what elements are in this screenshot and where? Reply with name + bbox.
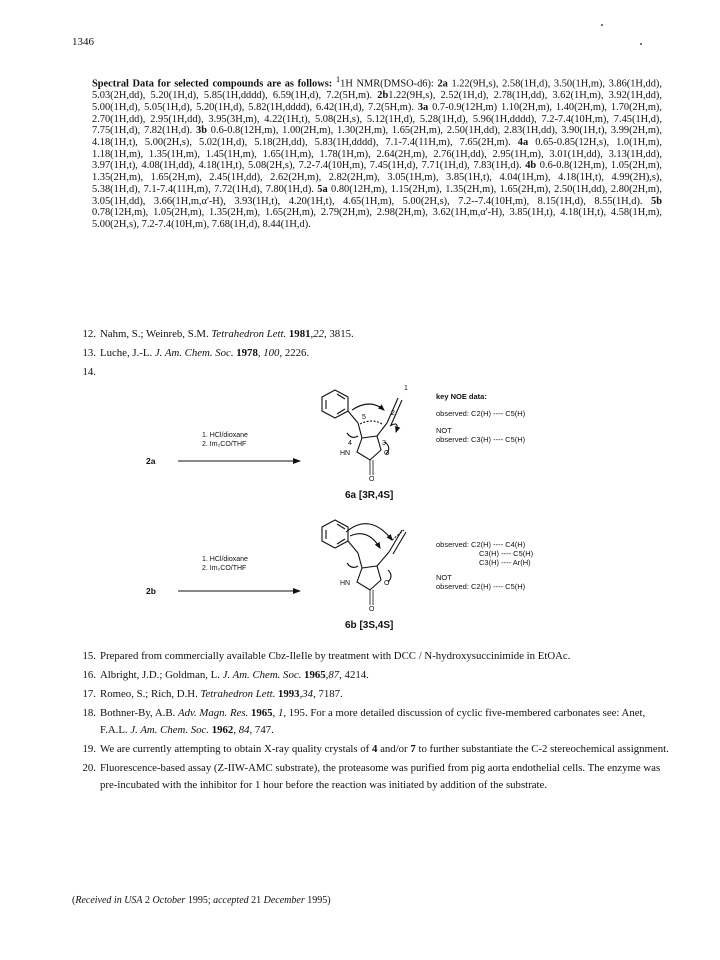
reference-item: [72, 648, 672, 665]
starting-material-label: 2a: [146, 456, 156, 466]
noe-observed-label: observed:: [436, 540, 469, 549]
reference-text: Prepared from commercially available Cbz-IleIle by treatment with DCC / N-hydroxysuccinimide in EtOAc.: [100, 650, 571, 662]
atom-label: HN: [340, 580, 351, 587]
reference-item: 13 . Luche, J.-L. J. Am. Chem. Soc. 1978, 100, 2226.: [72, 347, 672, 360]
reference-volume: 22: [313, 328, 324, 340]
reference-journal: J. Am. Chem. Soc.: [222, 669, 302, 681]
spectral-entry: 0.65-0.85(12H,s), 1.0(1H,m), 1.18(1H,m), 1.35(1H,m), 1.45(1H,m), 1.65(1H,m), 1.78(1H,m), 2.64(2H,m), 2.76(1H,dd), 2.95(1H,m), 3.01(1H,dd), 3.13(1H,dd), 3.97(1H,t), 4.08(1H,dd), 4.18(1H,t), 5.08(2H,s), 7.2-7.4(10H,m), 7.45(1H,d), 7.71(1H,d), 7.83(1H,d).: [92, 136, 662, 172]
reference-number: 16 .: [72, 667, 96, 684]
reference-volume: 34: [302, 688, 314, 700]
reference-pages: , 2226.: [279, 347, 310, 359]
nmr-solvent: 1H NMR(DMSO-d6):: [340, 78, 438, 90]
atom-label: 5: [362, 414, 366, 421]
spectral-data-paragraph: Spectral Data for selected compounds are as follows: $^1$1H NMR(DMSO-d6): 2a 1.22(9H,s), 2.58(1H,d), 3.50(1H,m), 3.86(1H,dd), 5.03(2H,dd), 5.20(1H,d), 5.85(1H,dddd), 6.59(1H,d), 7.2(5H,m). 2b1.22(9H,s), 2.52(1H,d), 2.78(1H,dd), 3.62(1H,m), 3.92(1H,dd), 5.00(1H,d), 5.05(1H,d), 5.20(1H,d), 5.82(1H,dddd), 6.42(1H,d), 7.2(5H,m). 3a 0.7-0.9(12H,m) 1.10(2H,m), 1.40(2H,m), 1.70(2H,m), 2.70(1H,dd), 2.95(1H,dd), 3.95(3H,m), 4.22(1H,t), 5.08(2H,s), 5.12(1H,d), 5.28(1H,d), 5.96(1H,dddd), 7.2-7.4(10H,m), 7.45(1H,d), 7.75(1H,d), 7.82(1H,d). 3b 0.6-0.8(12H,m), 1.00(2H,m), 1.30(2H,m), 1.65(2H,m), 2.50(1H,dd), 2.83(1H,dd), 3.90(1H,t), 3.99(2H,m), 4.18(1H,t), 5.00(2H,s), 5.02(1H,d), 5.18(2H,dd), 5.83(1H,dddd), 7.1-7.4(11H,m), 7.65(2H,m). 4a 0.65-0.85(12H,s), 1.0(1H,m), 1.18(1H,m), 1.35(1H,m), 1.45(1H,m), 1.65(1H,m), 1.78(1H,m), 2.64(2H,m), 2.76(1H,dd), 2.95(1H,m), 3.01(1H,dd), 3.13(1H,dd), 3.97(1H,t), 4.08(1H,dd), 4.18(1H,t), 5.08(2H,s), 7.2-7.4(10H,m), 7.45(1H,d), 7.71(1H,d), 7.83(1H,d). 4b 0.6-0.8(12H,m), 1.05(2H,m), 1.35(2H,m), 1.65(2H,m), 2.45(1H,dd), 2.62(2H,m), 2.82(2H,m), 3.05(1H,m), 3.85(1H,t), 4.04(1H,m), 4.18(1H,t), 4.99(2H),s), 5.38(1H,d), 7.1-7.4(11H,m), 7.72(1H,d), 7.80(1H,d). 5a 0.80(12H,m), 1.15(2H,m), 1.35(2H,m), 1.65(2H,m), 2.50(1H,dd), 2.80(2H,m), 3.05(1H,dd), 3.66(1H,m,α'-H), 3.93(1H,t), 4.20(1H,t), 4.65(1H,m), 5.00(2H,s), 7.2--7.4(10H,m), 8.15(1H,d), 8.55(1H,d). 5b 0.78(12H,m), 1.05(2H,m), 1.35(2H,m), 1.65(2H,m), 2.79(2H,m), 2.98(2H,m), 3.62(1H,m,α'-H), 3.85(1H,t), 4.18(1H,t), 4.58(1H,m), 5.00(2H,s), 7.2-7.4(10H,m), 7.68(1H,d), 8.44(1H,d).: [92, 74, 662, 230]
reference-pages: , 747.: [249, 724, 274, 736]
spectral-entry: 1.22(9H,s), 2.58(1H,d), 3.50(1H,m), 3.86(1H,dd), 5.03(2H,dd), 5.20(1H,d), 5.85(1H,dddd), 6.59(1H,d), 7.2(5H,m).: [92, 78, 662, 102]
reagent-step-1: 1. HCl/dioxane: [202, 432, 248, 439]
reference-volume: 100: [263, 347, 280, 359]
compound-id: 3a: [417, 101, 429, 113]
noe-not-label: NOT: [436, 426, 452, 435]
reference-journal: J. Am. Chem. Soc.: [154, 347, 234, 359]
molecule-6b: [322, 520, 406, 605]
atom-label: 1: [404, 385, 408, 392]
reference-pages: , 3815.: [324, 328, 354, 340]
received-note: (Received in USA 2 October 1995; accepted 21 December 1995): [72, 895, 331, 906]
spectral-entry: 0.80(12H,m), 1.15(2H,m), 1.35(2H,m), 1.65(2H,m), 2.50(1H,dd), 2.80(2H,m), 3.05(1H,dd), 3.66(1H,m,α'-H), 3.93(1H,t), 4.20(1H,t), 4.65(1H,m), 5.00(2H,s), 7.2--7.4(10H,m), 8.15(1H,d), 8.55(1H,d).: [92, 183, 662, 207]
accepted-month: December: [263, 895, 305, 906]
spectral-entry: 0.78(12H,m), 1.05(2H,m), 1.35(2H,m), 1.65(2H,m), 2.79(2H,m), 2.98(2H,m), 3.62(1H,m,α'-H), 3.85(1H,t), 4.18(1H,t), 4.58(1H,m), 5.00(2H,s), 7.2-7.4(10H,m), 7.68(1H,d), 8.44(1H,d).: [92, 207, 662, 230]
reference-text: Fluorescence-based assay (Z-IIW-AMC substrate), the proteasome was purified from pig aorta endothelial cells. The enzyme was pre-incubated with the inhibitor for 1 hour before the reaction was initiated by addition of the substrate.: [100, 762, 661, 791]
reference-year: 1978: [236, 347, 258, 359]
reference-item: 17 . Romeo, S.; Rich, D.H. Tetrahedron Lett. 1993,34, 7187.: [72, 686, 672, 703]
reference-authors: Bothner-By, A.B.: [100, 707, 178, 719]
reference-number: 13 .: [72, 347, 96, 360]
noe-not-observed: observed: C3(H) ---- C5(H): [436, 435, 526, 444]
reagent-step-2: 2. Im₂CO/THF: [202, 441, 247, 448]
reference-number: 19 .: [72, 741, 96, 758]
spectral-entry: 0.6-0.8(12H,m), 1.00(2H,m), 1.30(2H,m), 1.65(2H,m), 2.50(1H,dd), 2.83(1H,dd), 3.90(1H,t), 3.99(2H,m), 4.18(1H,t), 5.00(2H,s), 5.02(1H,d), 5.18(2H,dd), 5.83(1H,dddd), 7.1-7.4(11H,m), 7.65(2H,m).: [92, 125, 662, 148]
spectral-entry: 0.7-0.9(12H,m) 1.10(2H,m), 1.40(2H,m), 1.70(2H,m), 2.70(1H,dd), 2.95(1H,dd), 3.95(3H,m), 4.22(1H,t), 5.08(2H,s), 5.12(1H,d), 5.28(1H,d), 5.96(1H,dddd), 7.2-7.4(10H,m), 7.45(1H,d), 7.75(1H,d), 7.82(1H,d).: [92, 101, 662, 137]
compound-ref: 7: [410, 743, 416, 755]
reference-journal: Adv. Magn. Res.: [177, 707, 249, 719]
reference-number: 17 .: [72, 686, 96, 703]
reference-item: 12 . Nahm, S.; Weinreb, S.M. Tetrahedron Lett. 1981,22, 3815.: [72, 328, 672, 341]
references-bottom: [72, 648, 672, 796]
atom-label: O: [369, 476, 375, 483]
noe-observed: C3(H) ---- C5(H): [479, 549, 534, 558]
spectral-intro: Spectral Data for selected compounds are as follows:: [92, 78, 336, 90]
spectral-entry: 1.22(9H,s), 2.52(1H,d), 2.78(1H,dd), 3.62(1H,m), 3.92(1H,dd), 5.00(1H,d), 5.05(1H,d), 5.20(1H,d), 5.82(1H,dddd), 6.42(1H,d), 7.2(5H,m).: [92, 90, 662, 113]
reference-text: and/or: [377, 743, 411, 755]
atom-label: 3: [382, 440, 386, 447]
reagent-step-2: 2. Im₂CO/THF: [202, 565, 247, 572]
noe-observed: C3(H) ---- Ar(H): [479, 558, 531, 567]
compound-id: 4b: [525, 160, 537, 172]
reference-volume: 84: [238, 724, 250, 736]
reference-text: to further substantiate the C-2 stereochemical assignment.: [415, 743, 669, 755]
reference-authors: Albright, J.D.; Goldman, L.: [100, 669, 223, 681]
scan-speck: [601, 24, 603, 26]
atom-label: O: [369, 606, 375, 613]
noe-not-label: NOT: [436, 573, 452, 582]
reference-authors: Nahm, S.; Weinreb, S.M.: [100, 328, 212, 340]
reference-journal: J. Am. Chem. Soc.: [130, 724, 210, 736]
received-month: October: [152, 895, 186, 906]
noe-data-6a: [436, 392, 525, 444]
reference-year: 1962: [211, 724, 234, 736]
compound-id: 2b: [377, 90, 389, 102]
noe-observed: C2(H) ---- C5(H): [471, 409, 526, 418]
noe-observed: C2(H) ---- C4(H): [471, 540, 526, 549]
atom-label: 4: [348, 440, 352, 447]
reference-volume: 87: [328, 669, 340, 681]
reagent-step-1: 1. HCl/dioxane: [202, 556, 248, 563]
starting-material-label: 2b: [146, 586, 156, 596]
molecule-6a: [322, 390, 402, 475]
spectral-entry: 0.6-0.8(12H,m), 1.05(2H,m), 1.35(2H,m), 1.65(2H,m), 2.45(1H,dd), 2.62(2H,m), 2.82(2H,m), 3.05(1H,m), 3.85(1H,t), 4.04(1H,m), 4.18(1H,t), 4.99(2H),s), 5.38(1H,d), 7.1-7.4(11H,m), 7.72(1H,d), 7.80(1H,d).: [92, 160, 662, 195]
compound-id: 2a: [437, 78, 448, 90]
reference-text: We are currently attempting to obtain X-ray quality crystals of: [100, 743, 372, 755]
noe-header: key NOE data:: [436, 392, 487, 401]
atom-label: O: [384, 450, 390, 457]
compound-id: 3b: [196, 125, 207, 137]
reference-year: 1965: [304, 669, 326, 681]
noe-observed-label: observed:: [436, 409, 469, 418]
noe-not-observed: observed: C2(H) ---- C5(H): [436, 582, 526, 591]
reference-number: 20 .: [72, 760, 96, 777]
reference-item: 16 . Albright, J.D.; Goldman, L. J. Am. Chem. Soc. 1965,87, 4214.: [72, 667, 672, 684]
received-label: Received in USA: [75, 895, 143, 906]
reference-journal: Tetrahedron Lett.: [200, 688, 276, 700]
reference-volume: 1: [277, 707, 284, 719]
reference-pages: , 4214.: [339, 669, 369, 681]
product-label: 6a [3R,4S]: [345, 490, 394, 501]
reference-authors: Romeo, S.; Rich, D.H.: [100, 688, 201, 700]
scan-speck: [640, 43, 642, 45]
atom-label: 2: [391, 410, 395, 417]
reference-number: 18 .: [72, 705, 96, 722]
reference-year: 1993: [277, 688, 300, 700]
page-number: 1346: [72, 36, 94, 48]
compound-id: 5b: [651, 195, 662, 207]
references-top: [72, 328, 672, 378]
compound-id: 5a: [317, 183, 328, 195]
product-label: 6b [3S,4S]: [345, 620, 394, 631]
noe-data-6b: [436, 540, 533, 591]
reference-authors: Luche, J.-L.: [100, 347, 155, 359]
reference-item: 18 . Bothner-By, A.B. Adv. Magn. Res. 1965, 1, 195. For a more detailed discussion of cyclic five-membered carbonates see: Anet, F.A.L. J. Am. Chem. Soc. 1962, 84, 747.: [72, 705, 672, 739]
reference-text: , 195. For a more detailed discussion of cyclic five-membered carbonates see: Anet, F.A.L.: [100, 707, 646, 736]
reference-journal: Tetrahedron Lett.: [211, 328, 287, 340]
reference-year: 1981: [288, 328, 311, 340]
reference-number: 15 .: [72, 648, 96, 665]
reference-item: [72, 741, 672, 758]
reference-pages: , 7187.: [313, 688, 343, 700]
accepted-label: accepted: [213, 895, 249, 906]
atom-label: O: [384, 580, 390, 587]
compound-ref: 4: [371, 743, 378, 755]
atom-label: HN: [340, 450, 351, 457]
reference-item: [72, 760, 672, 794]
reference-year: 1965: [250, 707, 273, 719]
reaction-scheme: [140, 380, 580, 646]
reference-number: 12 .: [72, 328, 96, 341]
compound-id: 4a: [517, 136, 529, 148]
reference-number: 14 .: [72, 366, 96, 379]
